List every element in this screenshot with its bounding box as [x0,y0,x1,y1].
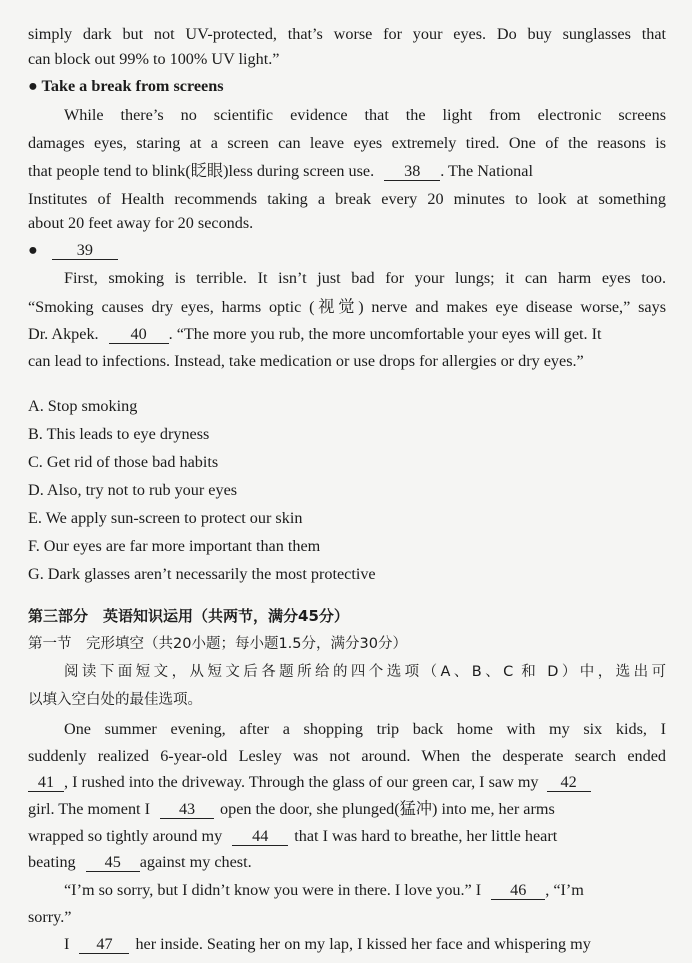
blank-39[interactable]: 39 [52,241,118,260]
option-d: D. Also, try not to rub your eyes [28,481,238,499]
instruction-line: 以填入空白处的最佳选项。 [28,692,202,708]
passage-line: about 20 feet away for 20 seconds. [28,214,254,232]
cloze-line: I 47 her inside. Seating her on my lap, I kissed her face and whispering my [64,935,591,953]
cloze-line: beating 45 against my chest. [28,853,252,871]
cloze-line: “I’m so sorry, but I didn’t know you were in there. I love you.” I 46 , “I’m [64,881,584,899]
part-title: 第三部分 英语知识运用（共两节，满分45分） [28,607,349,625]
blank-38[interactable]: 38 [384,162,440,181]
passage-line: Dr. Akpek. 40 . “The more you rub, the more uncomfortable your eyes will get. It [28,325,602,343]
cloze-line: suddenly realized 6-year-old Lesley was not around. When the desperate search ended [28,747,666,765]
blank-45[interactable]: 45 [86,853,140,872]
bullet-icon: ● [28,77,38,95]
passage-line: Institutes of Health recommends taking a break every 20 minutes to look at something [28,190,666,208]
blank-41[interactable]: 41 [28,773,64,792]
instruction-line: 阅读下面短文，从短文后各题所给的四个选项（A、B、C 和 D）中，选出可 [64,664,666,680]
cloze-line: sorry.” [28,908,72,926]
passage-line: “Smoking causes dry eyes, harms optic (视觉) nerve and makes eye disease worse,” says [28,298,666,316]
passage-line: While there’s no scientific evidence that the light from electronic screens [64,106,666,124]
option-f: F. Our eyes are far more important than them [28,537,321,555]
blank-46[interactable]: 46 [491,881,545,900]
blank-47[interactable]: 47 [79,935,129,954]
section-heading: ● Take a break from screens [28,77,224,95]
option-a: A. Stop smoking [28,397,138,415]
cloze-line: 41 , I rushed into the driveway. Through the glass of our green car, I saw my 42 [28,772,666,792]
section-heading [28,240,666,260]
cloze-line: One summer evening, after a shopping trip back home with my six kids, I [64,720,666,738]
cloze-line: wrapped so tightly around my 44 that I was hard to breathe, her little heart [28,827,558,845]
option-c: C. Get rid of those bad habits [28,453,219,471]
blank-40[interactable]: 40 [109,325,169,344]
passage-line: simply dark but not UV-protected, that’s worse for your eyes. Do buy sunglasses that [28,25,666,43]
blank-44[interactable]: 44 [232,827,288,846]
passage-line: that people tend to blink(眨眼)less during screen use. 38 . The National [28,162,533,180]
blank-43[interactable]: 43 [160,800,214,819]
blank-42[interactable]: 42 [547,773,591,792]
option-b: B. This leads to eye dryness [28,425,210,443]
option-e: E. We apply sun-screen to protect our skin [28,509,303,527]
cloze-line: girl. The moment I 43 open the door, she plunged(猛冲) into me, her arms [28,800,555,818]
passage-line: can block out 99% to 100% UV light.” [28,50,280,68]
passage-line: can lead to infections. Instead, take medication or use drops for allergies or dry eyes.” [28,352,584,370]
passage-line: First, smoking is terrible. It isn’t just bad for your lungs; it can harm eyes too. [64,269,666,287]
option-g: G. Dark glasses aren’t necessarily the most protective [28,565,376,583]
bullet-icon: ● [28,241,38,259]
passage-line: damages eyes, staring at a screen can leave eyes extremely tired. One of the reasons is [28,134,666,152]
section-title: 第一节 完形填空（共20小题；每小题1.5分，满分30分） [28,636,407,652]
